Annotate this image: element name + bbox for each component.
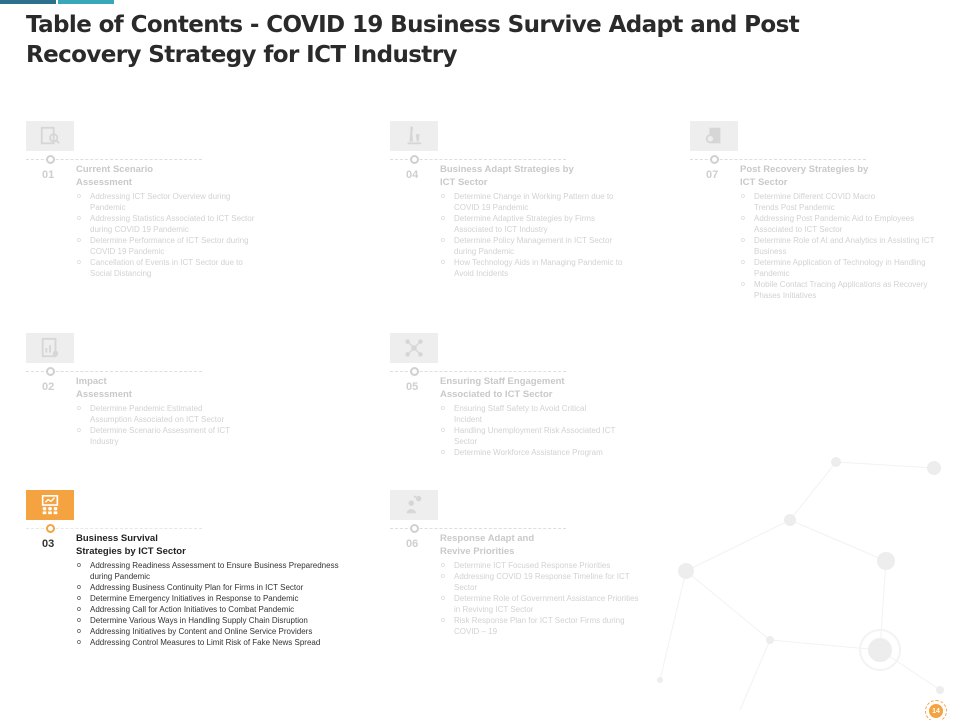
chess-icon [403, 125, 425, 147]
list-item: o Determine Policy Management in ICT Sector during Pandemic [440, 235, 630, 257]
list-item: o Determine Different COVID Macro Trends Post Pandemic [740, 191, 900, 213]
list-item: o Determine Pandemic Estimated Assumption Associated on ICT Sector [76, 403, 246, 425]
list-item: o Determine Performance of ICT Sector during COVID 19 Pandemic [76, 235, 266, 257]
timeline-dot [710, 155, 719, 164]
list-item: o Determine Role of Government Assistance Priorities in Reviving ICT Sector [440, 593, 640, 615]
section-item-list [440, 403, 640, 458]
section-icon-box [26, 333, 74, 363]
list-item: o Determine Role of AI and Analytics in Assisting ICT Business [740, 235, 935, 257]
list-item: o Addressing Statistics Associated to ICT Sector during COVID 19 Pandemic [76, 213, 266, 235]
section-title: Response Adapt and Revive Priorities [440, 533, 535, 557]
document-chart-icon [39, 337, 61, 359]
section-title: Business Survival Strategies by ICT Sector [76, 533, 186, 557]
top-accent-bar-dark [0, 0, 56, 4]
network-people-icon [403, 337, 425, 359]
list-item: o Ensuring Staff Safety to Avoid Critical Incident [440, 403, 615, 425]
top-accent-bar-teal [58, 0, 114, 4]
section-number: 07 [706, 169, 719, 181]
timeline-dot [410, 367, 419, 376]
timeline-dot [410, 155, 419, 164]
list-item: o Risk Response Plan for ICT Sector Firms during COVID – 19 [440, 615, 630, 637]
list-item: o Addressing COVID 19 Response Timeline for ICT Sector [440, 571, 640, 593]
list-item: o Determine Scenario Assessment of ICT Industry [76, 425, 246, 447]
team-presentation-icon [39, 494, 61, 516]
section-number: 06 [406, 538, 419, 550]
section-title: Post Recovery Strategies by ICT Sector [740, 164, 869, 188]
section-number: 01 [42, 169, 55, 181]
person-ideas-icon [403, 494, 425, 516]
network-background-decoration [600, 420, 960, 720]
list-item: o Determine Adaptive Strategies by Firms Associated to ICT Industry [440, 213, 630, 235]
section-item-list [740, 191, 935, 301]
timeline-dot [410, 524, 419, 533]
list-item: o Determine Application of Technology in Handling Pandemic [740, 257, 935, 279]
list-item: o Addressing ICT Sector Overview during Pandemic [76, 191, 266, 213]
list-item: o How Technology Aids in Managing Pandemic to Avoid Incidents [440, 257, 630, 279]
section-item-list [76, 403, 246, 447]
list-item: o Addressing Readiness Assessment to Ensure Business Preparedness during Pandemic [76, 560, 346, 582]
section-title: Impact Assessment [76, 376, 132, 400]
timeline-dot [46, 155, 55, 164]
section-item-list [76, 560, 346, 648]
section-item-list [440, 560, 650, 637]
list-item: o Determine ICT Focused Response Priorities [440, 560, 650, 571]
section-icon-box [390, 333, 438, 363]
timeline-dot [46, 367, 55, 376]
list-item: o Determine Emergency Initiatives in Response to Pandemic [76, 593, 346, 604]
list-item: o Addressing Post Pandemic Aid to Employees Associated to ICT Sector [740, 213, 935, 235]
section-number: 03 [42, 538, 55, 550]
page-number-badge: 14 [929, 704, 943, 718]
document-settings-icon [703, 125, 725, 147]
section-number: 04 [406, 169, 419, 181]
section-item-list [440, 191, 630, 279]
section-item-list [76, 191, 266, 279]
list-item: o Addressing Business Continuity Plan for Firms in ICT Sector [76, 582, 321, 593]
list-item: o Handling Unemployment Risk Associated ICT Sector [440, 425, 630, 447]
section-number: 02 [42, 381, 55, 393]
list-item: o Addressing Call for Action Initiatives to Combat Pandemic [76, 604, 346, 615]
section-icon-box [690, 121, 738, 151]
section-icon-box [26, 121, 74, 151]
list-item: o Addressing Initiatives by Content and Online Service Providers [76, 626, 321, 637]
list-item: o Addressing Control Measures to Limit Risk of Fake News Spread [76, 637, 341, 648]
list-item: o Mobile Contact Tracing Applications as Recovery Phases Initiatives [740, 279, 935, 301]
list-item: o Cancellation of Events in ICT Sector due to Social Distancing [76, 257, 266, 279]
page-title: Table of Contents - COVID 19 Business Survive Adapt and Post Recovery Strategy for ICT Industry [26, 12, 800, 68]
section-icon-box [390, 121, 438, 151]
section-title: Ensuring Staff Engagement Associated to ICT Sector [440, 376, 565, 400]
list-item: o Determine Change in Working Pattern due to COVID 19 Pandemic [440, 191, 630, 213]
list-item: o Determine Workforce Assistance Program [440, 447, 640, 458]
section-title: Current Scenario Assessment [76, 164, 154, 188]
report-search-icon [39, 125, 61, 147]
section-icon-box [26, 490, 74, 520]
section-title: Business Adapt Strategies by ICT Sector [440, 164, 574, 188]
timeline-dot [46, 524, 55, 533]
section-icon-box [390, 490, 438, 520]
section-number: 05 [406, 381, 419, 393]
list-item: o Determine Various Ways in Handling Supply Chain Disruption [76, 615, 311, 626]
